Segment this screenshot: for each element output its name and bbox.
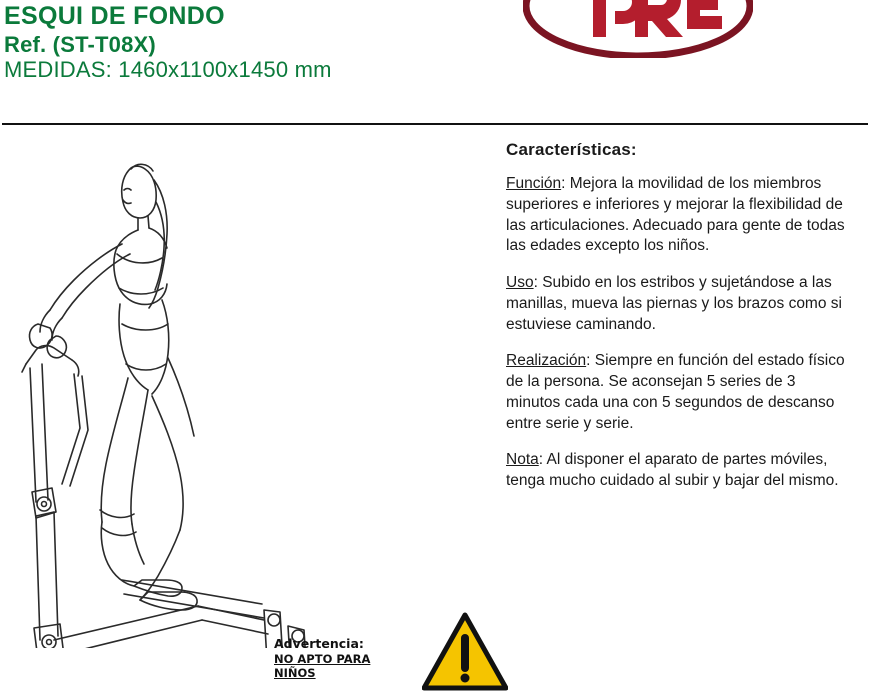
- paragraph-nota: [506, 450, 846, 492]
- company-logo: [523, 0, 753, 58]
- product-reference: Ref. (ST-T08X): [4, 31, 156, 57]
- paragraph-realizacion-lead: Realización: [506, 352, 587, 370]
- product-dimensions: MEDIDAS: 1460x1100x1450 mm: [4, 57, 332, 83]
- paragraph-realizacion: [506, 351, 846, 434]
- warning-subtitle: NO APTO PARA NIÑOS: [274, 651, 371, 680]
- product-illustration: [2, 128, 472, 648]
- paragraph-nota-lead: Nota: [506, 451, 539, 469]
- warning-text: [274, 636, 409, 680]
- characteristics-section: [506, 140, 846, 508]
- product-name: ESQUI DE FONDO: [4, 2, 225, 30]
- warning-block: [274, 636, 524, 688]
- paragraph-funcion-lead: Función: [506, 175, 562, 192]
- section-heading: Características:: [506, 140, 637, 159]
- document-header: [0, 0, 871, 118]
- header-divider: [2, 123, 868, 125]
- paragraph-realizacion-text: : Siempre en función del estado físico de la persona. Se aconsejan 5 series de 3 minutos cada una con 5 segundos de descanso entre serie y serie.: [506, 352, 845, 432]
- paragraph-funcion-text: : Mejora la movilidad de los miembros superiores e inferiores y mejorar la flexibilidad de las articulaciones. Adecuado para gente de todas las edades excepto los niños.: [506, 175, 845, 255]
- warning-title: Advertencia:: [274, 636, 364, 651]
- paragraph-nota-text: : Al disponer el aparato de partes móviles, tenga mucho cuidado al subir y bajar del mismo.: [506, 451, 839, 490]
- warning-triangle-icon: [422, 612, 508, 692]
- product-title-block: [4, 2, 332, 83]
- paragraph-uso: [506, 273, 846, 335]
- paragraph-uso-lead: Uso: [506, 274, 534, 292]
- paragraph-funcion: [506, 174, 846, 257]
- paragraph-uso-text: : Subido en los estribos y sujetándose a las manillas, mueva las piernas y los brazos como si estuviese caminando.: [506, 274, 842, 333]
